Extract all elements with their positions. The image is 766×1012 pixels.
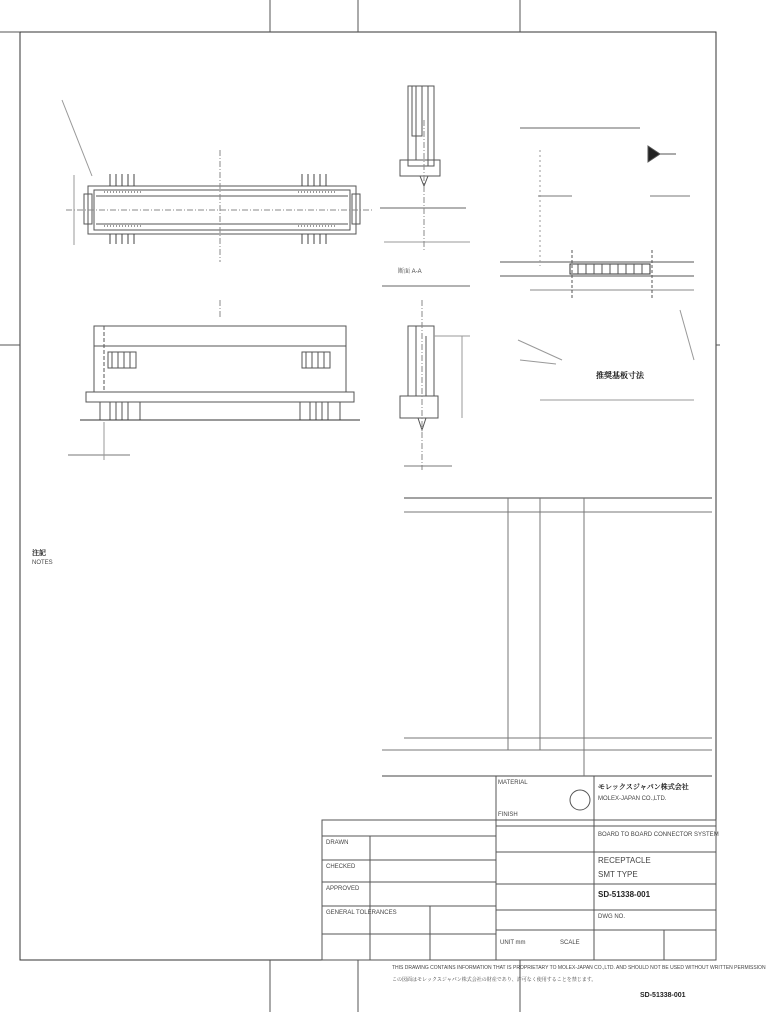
general-tolerances: GENERAL TOLERANCES [326, 910, 397, 916]
recommended-pcb-title: 推奨基板寸法 [596, 371, 644, 380]
part-type: SMT TYPE [598, 870, 638, 879]
part-name: RECEPTACLE [598, 856, 651, 865]
section-label: 断面 A-A [398, 269, 422, 275]
material-label: MATERIAL [498, 780, 528, 786]
drawn-label: DRAWN [326, 840, 349, 846]
doc-id-footer: SD-51338-001 [640, 992, 686, 999]
notes-header-en: NOTES [32, 560, 53, 566]
footer-proprietary-jp: この図面はモレックスジャパン株式会社の財産であり、許可なく使用することを禁じます。 [392, 977, 597, 983]
dwg-no-label: DWG NO. [598, 914, 625, 920]
company-name-jp: モレックスジャパン株式会社 [598, 784, 689, 791]
checked-label: CHECKED [326, 864, 356, 870]
approved-label: APPROVED [326, 886, 360, 892]
company-name-en: MOLEX-JAPAN CO.,LTD. [598, 796, 667, 802]
finish-label: FINISH [498, 812, 518, 818]
part-number: SD-51338-001 [598, 890, 651, 899]
units-label: UNIT mm [500, 940, 526, 946]
series-title: BOARD TO BOARD CONNECTOR SYSTEM [598, 832, 719, 838]
footer-proprietary: THIS DRAWING CONTAINS INFORMATION THAT IS PROPRIETARY TO MOLEX-JAPAN CO.,LTD. AND SHOULD NOT BE USED WITHOUT WRITTEN PERMISSION [392, 965, 766, 971]
notes-header: 注記 [32, 550, 46, 557]
scale-label: SCALE [560, 940, 580, 946]
